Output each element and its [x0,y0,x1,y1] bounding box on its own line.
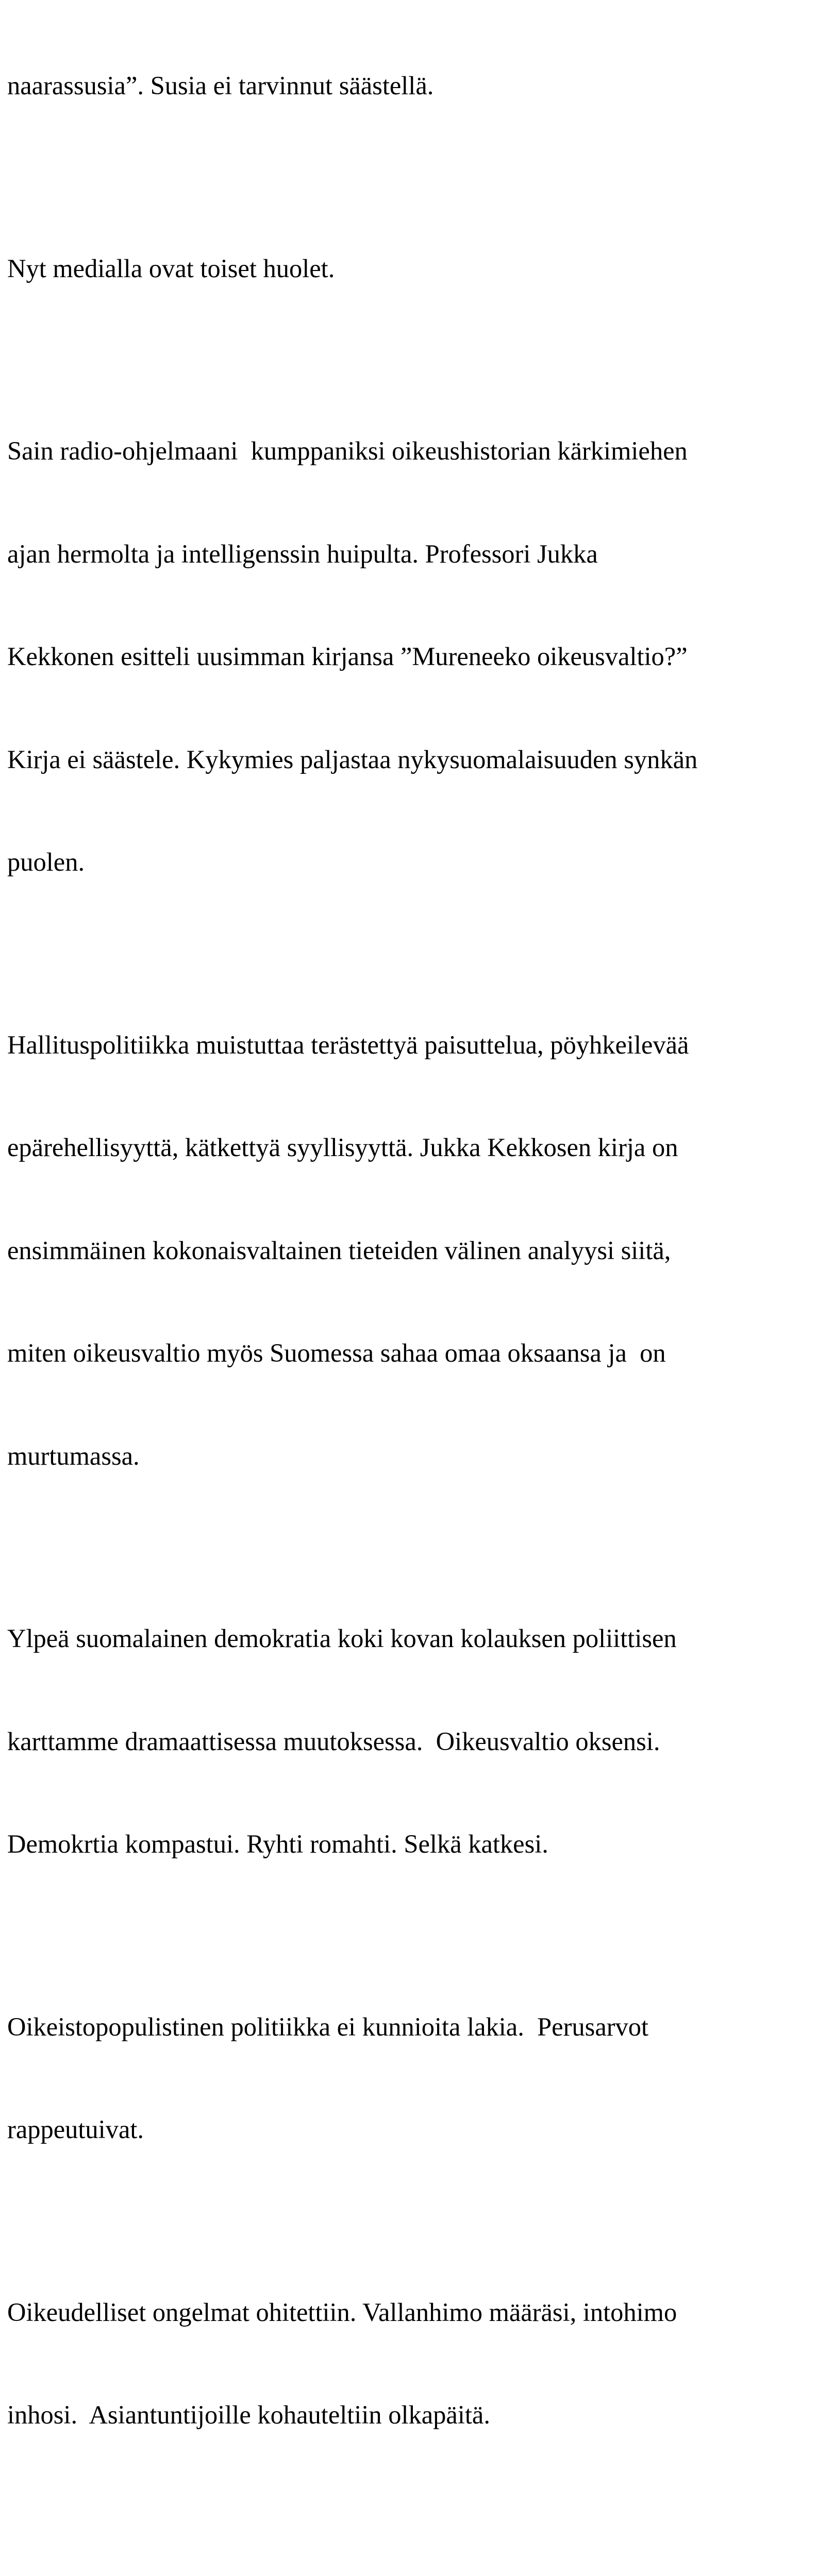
text-line: Oikeistopopulistinen politiikka ei kunnioita lakia. Perusarvot [7,2010,827,2044]
text-line: Kirja ei säästele. Kykymies paljastaa nykysuomalaisuuden synkän [7,742,827,777]
document-page [7,0,827,2576]
paragraph [7,183,827,354]
text-line: Ylpeä suomalainen demokratia koki kovan kolauksen poliittisen [7,1621,827,1656]
paragraph [7,0,827,172]
text-line: epärehellisyyttä, kätkettyä syyllisyyttä. Jukka Kekkosen kirja on [7,1130,827,1165]
text-line: Nyt medialla ovat toiset huolet. [7,251,827,286]
paragraph [7,365,827,948]
text-line: murtumassa. [7,1439,827,1473]
text-line: naarassusia”. Susia ei tarvinnut säästellä. [7,69,827,103]
paragraph [7,1553,827,1930]
text-line: Kekkonen esitteli uusimman kirjansa ”Mureneeko oikeusvaltio?” [7,639,827,674]
paragraph [7,959,827,1542]
paragraph [7,2227,827,2501]
text-line: karttamme dramaattisessa muutoksessa. Oikeusvaltio oksensi. [7,1724,827,1759]
text-line: Sain radio-ohjelmaani kumppaniksi oikeushistorian kärkimiehen [7,434,827,468]
text-line: Demokrtia kompastui. Ryhti romahti. Selkä katkesi. [7,1827,827,1861]
text-line: puolen. [7,845,827,879]
text-line: ajan hermolta ja intelligenssin huipulta. Professori Jukka [7,537,827,571]
text-line: Oikeudelliset ongelmat ohitettiin. Vallanhimo määräsi, intohimo [7,2295,827,2330]
text-line: rappeutuivat. [7,2112,827,2147]
paragraph [7,1941,827,2215]
text-line: inhosi. Asiantuntijoille kohauteltiin olkapäitä. [7,2398,827,2432]
text-line: ensimmäinen kokonaisvaltainen tieteiden välinen analyysi siitä, [7,1233,827,1268]
text-line: Hallituspolitiikka muistuttaa terästettyä paisuttelua, pöyhkeilevää [7,1028,827,1062]
paragraph [7,2512,827,2576]
text-line: miten oikeusvaltio myös Suomessa sahaa omaa oksaansa ja on [7,1336,827,1370]
